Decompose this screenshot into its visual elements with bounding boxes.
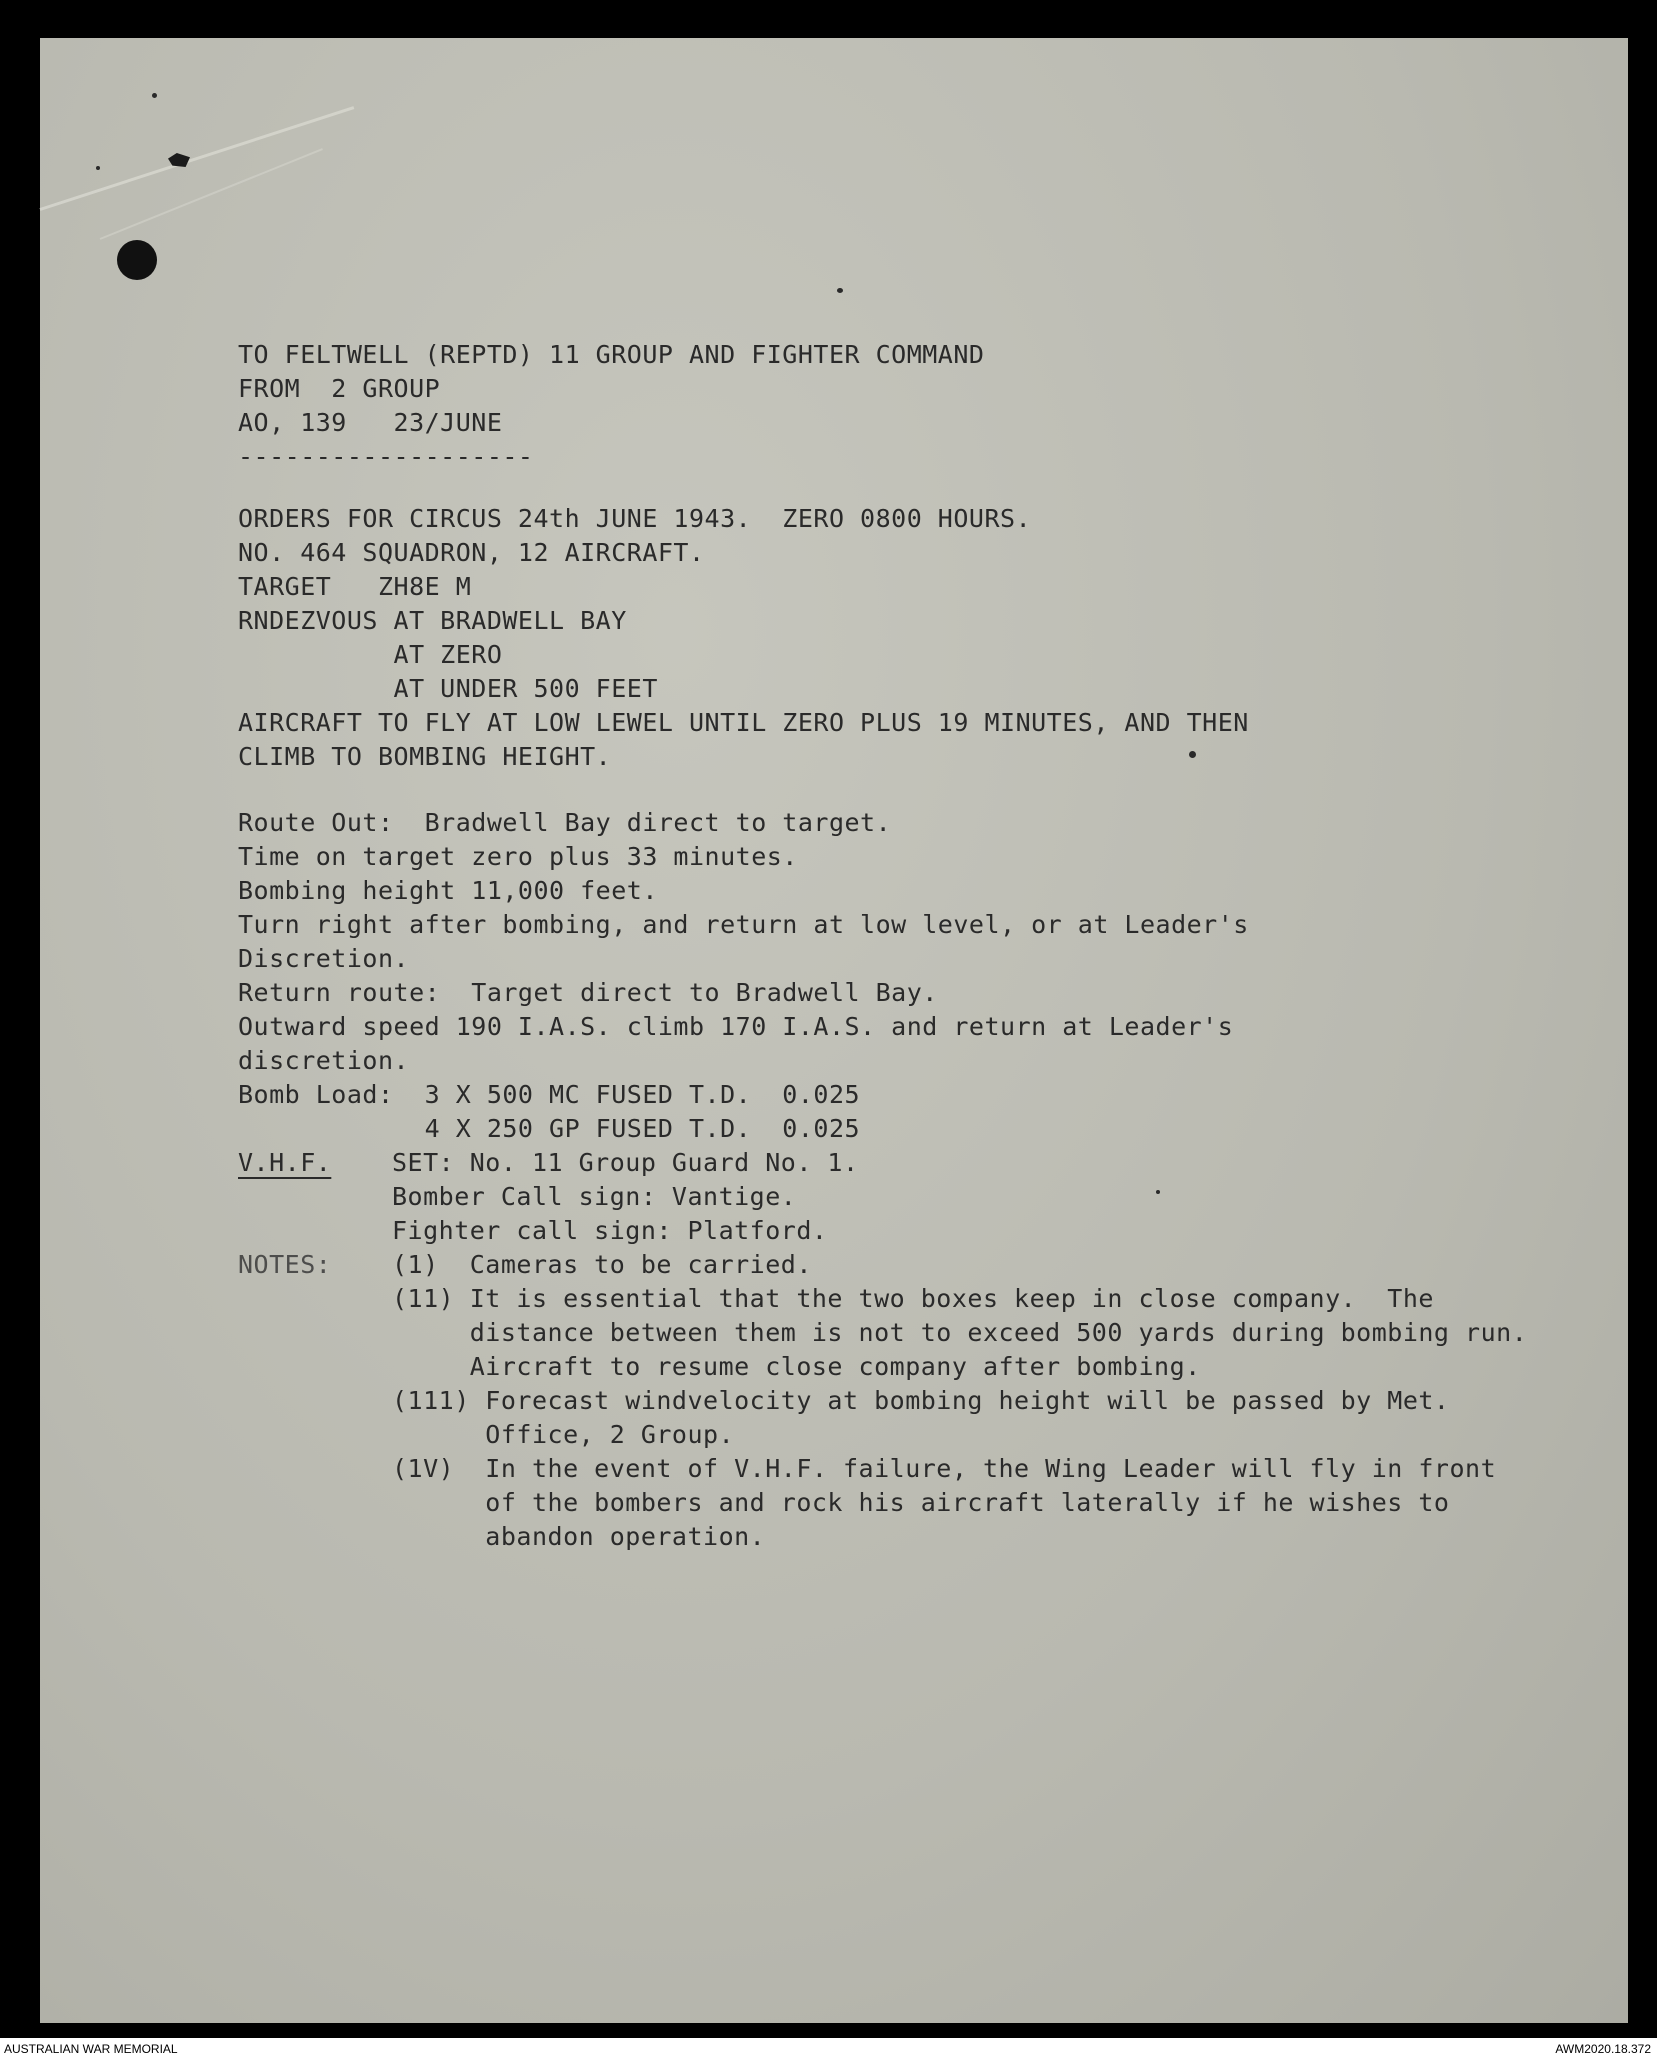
vhf-line: SET: No. 11 Group Guard No. 1. — [392, 1148, 859, 1177]
typed-order — [40, 38, 1628, 2023]
header-line-from: FROM 2 GROUP — [238, 374, 441, 403]
header-line-to: TO FELTWELL (REPTD) 11 GROUP AND FIGHTER COMMAND — [238, 340, 985, 369]
note-line: distance between them is not to exceed 500 yards during bombing run. — [392, 1318, 1528, 1347]
orders-line: NO. 464 SQUADRON, 12 AIRCRAFT. — [238, 538, 705, 567]
orders-line: TARGET ZH8E M — [238, 572, 472, 601]
route-line: Outward speed 190 I.A.S. climb 170 I.A.S. and return at Leader's — [238, 1012, 1234, 1041]
header-line-ref: AO, 139 23/JUNE — [238, 408, 503, 437]
document-sheet — [40, 38, 1628, 2023]
bomb-load-line: Bomb Load: 3 X 500 MC FUSED T.D. 0.025 — [238, 1080, 861, 1109]
note-line: (111) Forecast windvelocity at bombing height will be passed by Met. — [392, 1386, 1450, 1415]
route-line: Discretion. — [238, 944, 410, 973]
note-line: Aircraft to resume close company after bombing. — [392, 1352, 1201, 1381]
footer-institution: AUSTRALIAN WAR MEMORIAL — [4, 2042, 178, 2056]
header-rule: ------------------- — [238, 442, 534, 471]
orders-line: AT ZERO — [238, 640, 503, 669]
note-line: of the bombers and rock his aircraft laterally if he wishes to — [392, 1488, 1450, 1517]
note-line: Office, 2 Group. — [392, 1420, 735, 1449]
note-line: (1) Cameras to be carried. — [392, 1250, 812, 1279]
route-line: Route Out: Bradwell Bay direct to target. — [238, 808, 892, 837]
orders-line: AT UNDER 500 FEET — [238, 674, 658, 703]
note-line: (11) It is essential that the two boxes keep in close company. The — [392, 1284, 1434, 1313]
route-line: Turn right after bombing, and return at low level, or at Leader's — [238, 910, 1249, 939]
note-line: (1V) In the event of V.H.F. failure, the Wing Leader will fly in front — [392, 1454, 1497, 1483]
vhf-line: Bomber Call sign: Vantige. — [392, 1182, 797, 1211]
route-line: discretion. — [238, 1046, 410, 1075]
orders-line: CLIMB TO BOMBING HEIGHT. — [238, 742, 612, 771]
route-line: Bombing height 11,000 feet. — [238, 876, 658, 905]
orders-line: AIRCRAFT TO FLY AT LOW LEWEL UNTIL ZERO PLUS 19 MINUTES, AND THEN — [238, 708, 1249, 737]
orders-line: RNDEZVOUS AT BRADWELL BAY — [238, 606, 627, 635]
notes-label: NOTES: — [238, 1250, 332, 1279]
footer-accession-number: AWM2020.18.372 — [1555, 2042, 1651, 2056]
note-line: abandon operation. — [392, 1522, 766, 1551]
archive-footer — [0, 2038, 1657, 2061]
bomb-load-line: 4 X 250 GP FUSED T.D. 0.025 — [238, 1114, 861, 1143]
vhf-line: Fighter call sign: Platford. — [392, 1216, 828, 1245]
route-line: Return route: Target direct to Bradwell Bay. — [238, 978, 938, 1007]
orders-line: ORDERS FOR CIRCUS 24th JUNE 1943. ZERO 0800 HOURS. — [238, 504, 1032, 533]
route-line: Time on target zero plus 33 minutes. — [238, 842, 798, 871]
vhf-label: V.H.F. — [238, 1148, 332, 1177]
